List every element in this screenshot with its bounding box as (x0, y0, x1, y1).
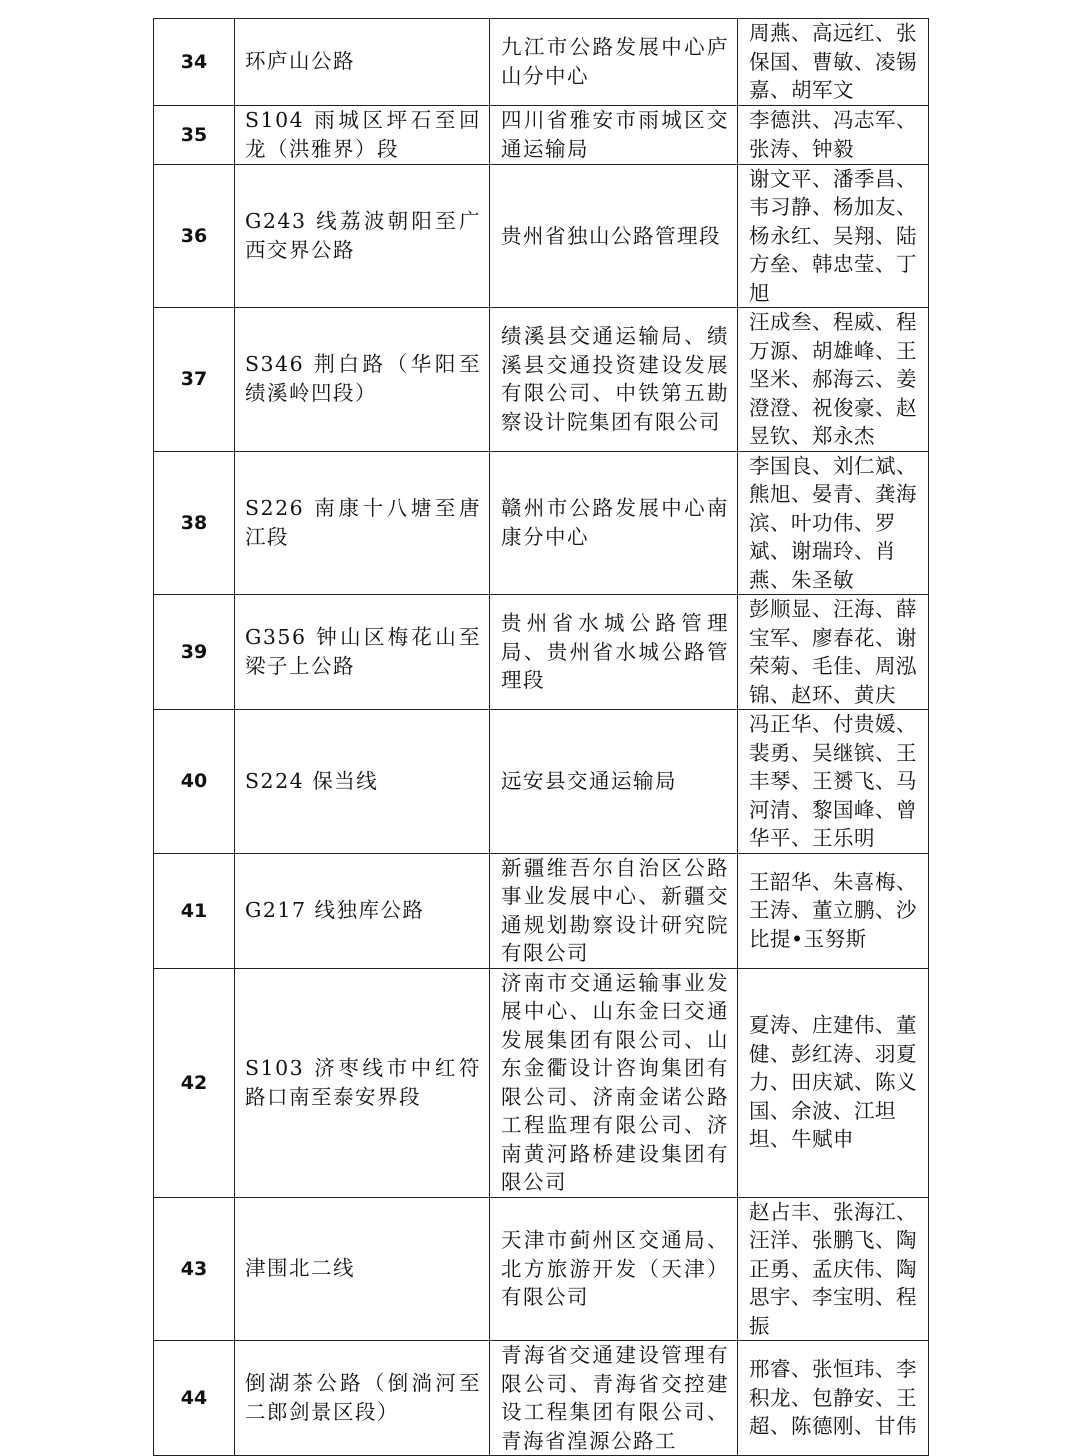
table-row (154, 1197, 929, 1341)
row-number: 39 (154, 595, 235, 710)
personnel-list: 彭顺显、汪海、薛宝军、廖春花、谢荣菊、毛佳、周泓锦、赵环、黄庆 (738, 595, 929, 710)
responsible-unit: 赣州市公路发展中心南康分中心 (490, 451, 738, 595)
personnel-list: 李德洪、冯志军、张涛、钟毅 (738, 105, 929, 164)
personnel-list: 汪成叁、程威、程万源、胡雄峰、王坚米、郝海云、姜澄澄、祝俊豪、赵昱钦、郑永杰 (738, 308, 929, 452)
row-number: 36 (154, 164, 235, 308)
awards-table (153, 18, 929, 1456)
personnel-list: 冯正华、付贵媛、裴勇、吴继镔、王丰琴、王赟飞、马河清、黎国峰、曾华平、王乐明 (738, 710, 929, 854)
responsible-unit: 九江市公路发展中心庐山分中心 (490, 19, 738, 106)
row-number: 38 (154, 451, 235, 595)
table-row (154, 451, 929, 595)
road-name: 倒湖茶公路（倒淌河至二郎剑景区段） (235, 1341, 490, 1456)
personnel-list: 邢睿、张恒玮、李积龙、包静安、王超、陈德刚、甘伟 (738, 1341, 929, 1456)
personnel-list: 赵占丰、张海江、汪洋、张鹏飞、陶正勇、孟庆伟、陶思宇、李宝明、程振 (738, 1197, 929, 1341)
row-number: 34 (154, 19, 235, 106)
table-row (154, 853, 929, 968)
responsible-unit: 济南市交通运输事业发展中心、山东金曰交通发展集团有限公司、山东金衢设计咨询集团有限公司、济南金诺公路工程监理有限公司、济南黄河路桥建设集团有限公司 (490, 968, 738, 1197)
personnel-list: 夏涛、庄建伟、董健、彭红涛、羽夏力、田庆斌、陈义国、余波、江坦坦、牛赋申 (738, 968, 929, 1197)
road-name: G243 线荔波朝阳至广西交界公路 (235, 164, 490, 308)
row-number: 43 (154, 1197, 235, 1341)
table-row (154, 710, 929, 854)
table-row (154, 1341, 929, 1456)
responsible-unit: 青海省交通建设管理有限公司、青海省交控建设工程集团有限公司、青海省湟源公路工 (490, 1341, 738, 1456)
responsible-unit: 远安县交通运输局 (490, 710, 738, 854)
table-row (154, 595, 929, 710)
table-row (154, 105, 929, 164)
responsible-unit: 贵州省独山公路管理段 (490, 164, 738, 308)
row-number: 41 (154, 853, 235, 968)
personnel-list: 周燕、高远红、张保国、曹敏、凌锡嘉、胡军文 (738, 19, 929, 106)
road-name: 津围北二线 (235, 1197, 490, 1341)
responsible-unit: 天津市蓟州区交通局、北方旅游开发（天津）有限公司 (490, 1197, 738, 1341)
road-name: S103 济枣线市中红符路口南至泰安界段 (235, 968, 490, 1197)
table-row (154, 19, 929, 106)
road-name: S104 雨城区坪石至回龙（洪雅界）段 (235, 105, 490, 164)
personnel-list: 谢文平、潘季昌、韦习静、杨加友、杨永红、吴翔、陆方垒、韩忠莹、丁旭 (738, 164, 929, 308)
row-number: 44 (154, 1341, 235, 1456)
responsible-unit: 绩溪县交通运输局、绩溪县交通投资建设发展有限公司、中铁第五勘察设计院集团有限公司 (490, 308, 738, 452)
road-name: S346 荆白路（华阳至绩溪岭凹段） (235, 308, 490, 452)
personnel-list: 李国良、刘仁斌、熊旭、晏青、龚海滨、叶功伟、罗斌、谢瑞玲、肖燕、朱圣敏 (738, 451, 929, 595)
row-number: 42 (154, 968, 235, 1197)
table-row (154, 308, 929, 452)
row-number: 40 (154, 710, 235, 854)
road-name: 环庐山公路 (235, 19, 490, 106)
responsible-unit: 贵州省水城公路管理局、贵州省水城公路管理段 (490, 595, 738, 710)
road-name: S226 南康十八塘至唐江段 (235, 451, 490, 595)
table-body (154, 19, 929, 1456)
road-name: S224 保当线 (235, 710, 490, 854)
personnel-list: 王韶华、朱喜梅、王涛、董立鹏、沙比提•玉努斯 (738, 853, 929, 968)
row-number: 37 (154, 308, 235, 452)
row-number: 35 (154, 105, 235, 164)
road-name: G356 钟山区梅花山至梁子上公路 (235, 595, 490, 710)
table-row (154, 968, 929, 1197)
responsible-unit: 四川省雅安市雨城区交通运输局 (490, 105, 738, 164)
responsible-unit: 新疆维吾尔自治区公路事业发展中心、新疆交通规划勘察设计研究院有限公司 (490, 853, 738, 968)
table-row (154, 164, 929, 308)
road-name: G217 线独库公路 (235, 853, 490, 968)
